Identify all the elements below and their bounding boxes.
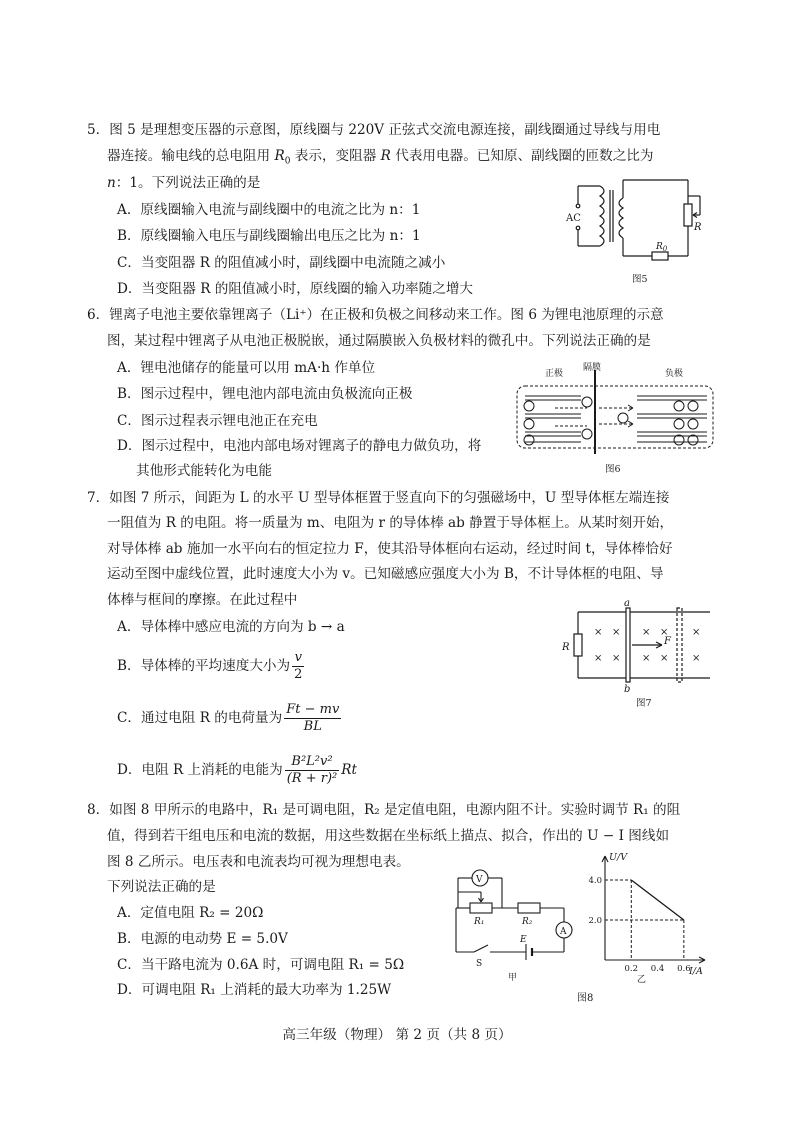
figure-8-ui-chart: [585, 848, 715, 988]
q6-option-c: C．图示过程表示锂电池正在充电: [117, 413, 318, 429]
y-tick-label: 4.0: [588, 876, 602, 886]
figure-6-lithium-battery: [515, 362, 715, 474]
switch-label: S: [476, 959, 483, 969]
ac-label: AC: [566, 213, 581, 224]
figure-7-u-frame: [560, 598, 720, 710]
svg-text:×: ×: [594, 627, 603, 638]
r1-label: R₁: [474, 917, 485, 927]
q6-option-d-line-1: D．图示过程中，电池内部电场对锂离子的静电力做负功，将: [117, 438, 482, 454]
x-tick-label: 0.2: [624, 964, 639, 974]
q5-line-2: 器连接。输电线的总电阻用 $R_0$ 表示，变阻器 R 代表用电器。已知原、副线圈的匝数之比为: [107, 148, 654, 167]
x-tick-label: 0.4: [650, 964, 665, 974]
y-tick-label: 2.0: [588, 916, 602, 926]
ui-data-line: [631, 880, 684, 920]
label-f: F: [664, 636, 671, 647]
svg-text:×: ×: [642, 627, 651, 638]
ammeter-label: A: [560, 927, 567, 937]
q6-option-b: B．图示过程中，锂电池内部电流由负极流向正极: [117, 386, 413, 402]
q8-line-4: 下列说法正确的是: [107, 879, 216, 895]
y-axis-label: U/V: [609, 852, 628, 863]
q7-line-4: 运动至图中虚线位置，此时速度大小为 v。已知磁感应强度大小为 B，不计导体框的电阻、导: [107, 566, 664, 582]
q5-option-c: C．当变阻器 R 的阻值减小时，副线圈中电流随之减小: [117, 255, 446, 271]
figure-8-circuit: [448, 862, 588, 987]
label-b: b: [624, 684, 631, 695]
q5-option-d: D．当变阻器 R 的阻值减小时，原线圈的输入功率随之增大: [117, 281, 474, 297]
q6-option-a: A．锂电池储存的能量可以用 mA·h 作单位: [117, 360, 376, 376]
svg-text:×: ×: [612, 627, 621, 638]
q6-line-2: 图，某过程中锂离子从电池正极脱嵌，通过隔膜嵌入负极材料的微孔中。下列说法正确的是: [107, 333, 651, 349]
r2-label: R₂: [522, 917, 533, 927]
figure-7-caption: 图7: [636, 698, 652, 709]
q7-line-3: 对导体棒 ab 施加一水平向右的恒定拉力 F，使其沿导体框向右运动，经过时间 t，导体棒恰好: [107, 541, 673, 557]
label-r: R: [562, 642, 570, 653]
svg-text:×: ×: [594, 653, 603, 664]
q5-line-3: n：1。下列说法正确的是: [107, 175, 261, 191]
q5-option-b: B．原线圈输入电压与副线圈输出电压之比为 n：1: [117, 228, 421, 244]
q7-line-5: 体棒与框间的摩擦。在此过程中: [107, 592, 298, 608]
svg-text:×: ×: [692, 653, 701, 664]
figure-5-caption: 图5: [632, 274, 648, 285]
positive-electrode-label: 正极: [545, 369, 564, 379]
svg-text:×: ×: [642, 653, 651, 664]
figure-8-yi-label: 乙: [637, 975, 647, 985]
q5-option-a: A．原线圈输入电流与副线圈中的电流之比为 n：1: [117, 202, 421, 218]
q8-option-c: C．当干路电流为 0.6A 时，可调电阻 R₁ = 5Ω: [117, 957, 405, 973]
figure-8-caption: 图8: [577, 993, 594, 1004]
voltmeter-label: V: [476, 875, 483, 885]
svg-text:×: ×: [660, 627, 669, 638]
q8-option-a: A．定值电阻 R₂ = 20Ω: [117, 905, 264, 921]
q7-option-c: C．通过电阻 R 的电荷量为 $\frac{Ft - mv}{BL}$: [117, 702, 340, 734]
r-label: R: [694, 222, 702, 233]
emf-label: E: [520, 935, 527, 945]
q6-line-1: 6．锂离子电池主要依靠锂离子（Li⁺）在正极和负极之间移动来工作。图 6 为锂电池原理的示意: [87, 307, 664, 323]
q8-line-2: 值，得到若干组电压和电流的数据，用这些数据在坐标纸上描点、拟合，作出的 U − I 图线如: [107, 828, 670, 844]
x-tick-label: 0.6: [677, 964, 691, 974]
q7-option-a: A．导体棒中感应电流的方向为 b → a: [117, 619, 345, 635]
figure-6-caption: 图6: [605, 464, 621, 475]
q6-option-d-line-2: 其他形式能转化为电能: [136, 463, 272, 479]
svg-text:×: ×: [612, 653, 621, 664]
q7-line-2: 一阻值为 R 的电阻。将一质量为 m、电阻为 r 的导体棒 ab 静置于导体框上。从某时刻开始，: [107, 515, 674, 531]
q7-option-b: B．导体棒的平均速度大小为 $\frac{v}{2}$: [117, 650, 303, 682]
negative-electrode-label: 负极: [665, 369, 684, 379]
svg-text:×: ×: [660, 653, 669, 664]
figure-8-jia-label: 甲: [508, 973, 518, 983]
figure-5-transformer: [560, 178, 710, 288]
q8-line-1: 8．如图 8 甲所示的电路中，R₁ 是可调电阻，R₂ 是定值电阻，电源内阻不计。实验时调节 R₁ 的阻: [87, 802, 681, 818]
x-axis-label: I/A: [689, 966, 703, 977]
q7-line-1: 7．如图 7 所示，间距为 L 的水平 U 型导体框置于竖直向下的匀强磁场中，U 型导体框左端连接: [87, 490, 670, 506]
r0-label: $R_0$: [656, 242, 668, 253]
q8-option-b: B．电源的电动势 E = 5.0V: [117, 931, 288, 947]
q8-option-d: D．可调电阻 R₁ 上消耗的最大功率为 1.25W: [117, 982, 392, 998]
q8-line-3: 图 8 乙所示。电压表和电流表均可视为理想电表。: [107, 854, 410, 870]
label-a: a: [624, 598, 630, 609]
svg-text:×: ×: [692, 627, 701, 638]
page-footer: 高三年级（物理） 第 2 页（共 8 页）: [282, 1027, 512, 1043]
q7-option-d: D．电阻 R 上消耗的电能为 $\frac{\text{B²L²v²}}{\text{(R + r)²}}$ Rt: [117, 754, 357, 786]
separator-label: 隔膜: [583, 363, 602, 373]
q5-line-1: 5．图 5 是理想变压器的示意图，原线圈与 220V 正弦式交流电源连接，副线圈通过导线与用电: [87, 122, 661, 138]
